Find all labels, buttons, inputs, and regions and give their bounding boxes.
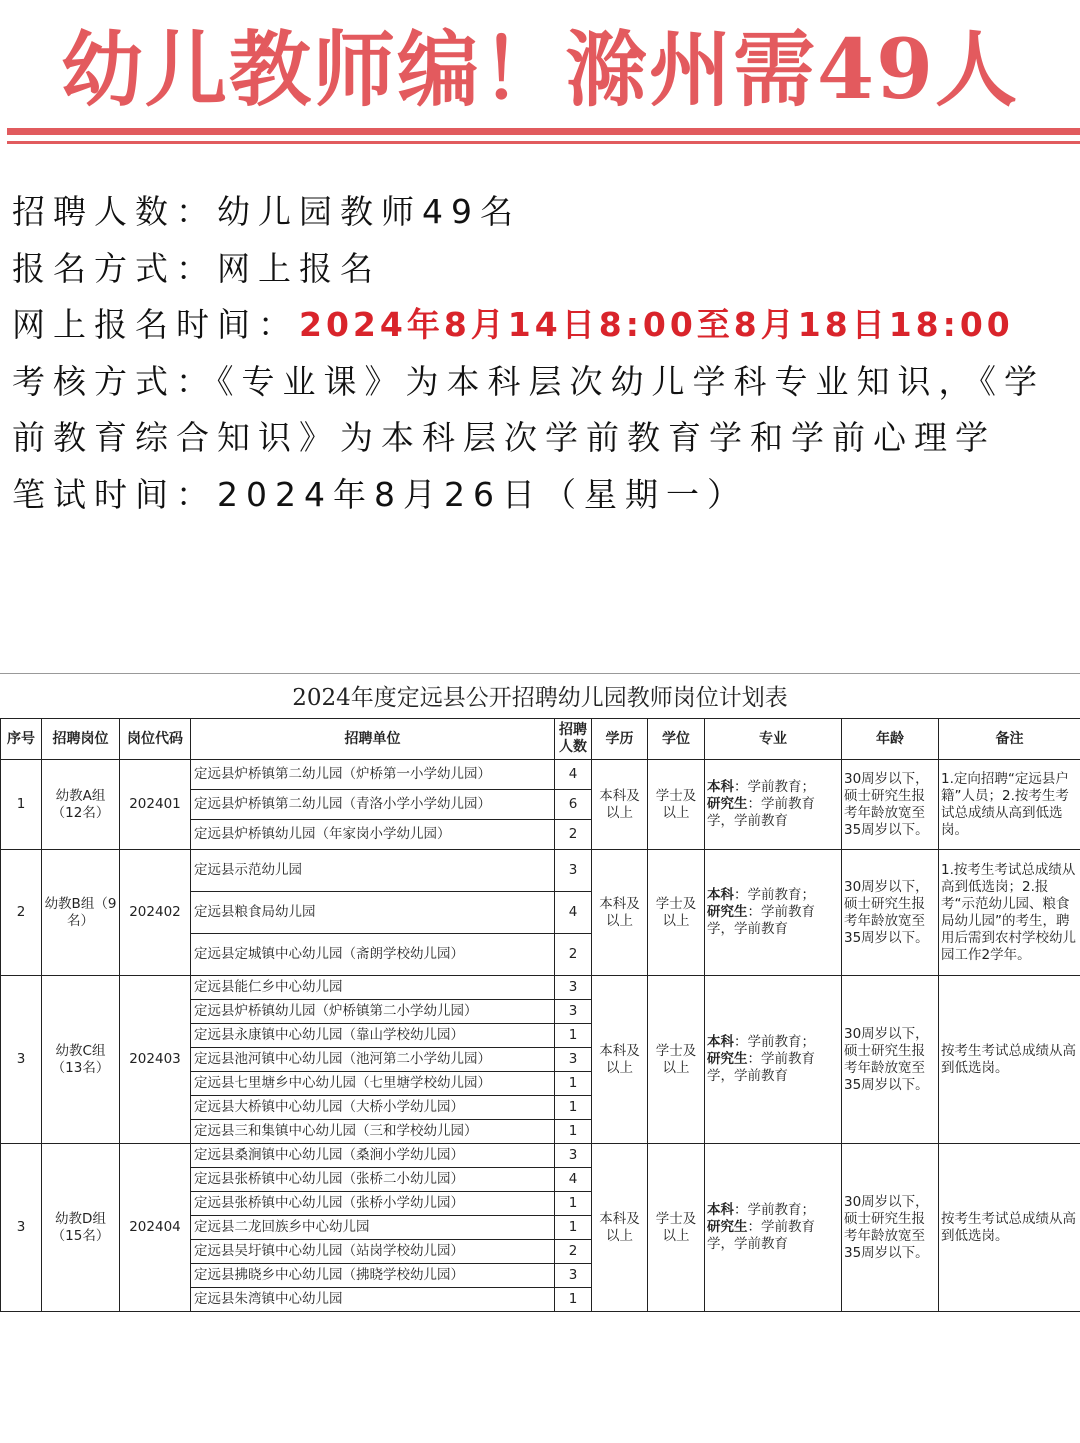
unit-num-cell: 3: [555, 850, 592, 892]
header-degree: 学位: [648, 719, 705, 760]
group-degree: 学士及以上: [648, 976, 705, 1144]
group-code: 202402: [120, 850, 191, 976]
unit-name-cell: 定远县二龙回族乡中心幼儿园: [191, 1216, 555, 1240]
group-post: 幼教C组（13名）: [42, 976, 120, 1144]
group-note: 按考生考试总成绩从高到低选岗。: [939, 1144, 1080, 1312]
unit-name-cell: 定远县桑涧镇中心幼儿园（桑涧小学幼儿园）: [191, 1144, 555, 1168]
unit-num-cell: 1: [555, 1024, 592, 1048]
signup-time-label: 网上报名时间：: [12, 305, 299, 344]
recruit-count-value: 幼儿园教师49名: [217, 192, 521, 231]
unit-name-cell: 定远县朱湾镇中心幼儿园: [191, 1288, 555, 1312]
group-age: 30周岁以下，硕士研究生报考年龄放宽至35周岁以下。: [842, 1144, 939, 1312]
group-major: [705, 850, 842, 976]
header-major: 专业: [705, 719, 842, 760]
unit-num-cell: 2: [555, 820, 592, 850]
signup-method-line: [12, 241, 1072, 298]
recruit-count-line: [12, 184, 1072, 241]
group-code: 202403: [120, 976, 191, 1144]
recruit-count-label: 招聘人数：: [12, 192, 217, 231]
unit-num-cell: 3: [555, 1264, 592, 1288]
group-note: 1.定向招聘“定远县户籍”人员；2.按考生考试总成绩从高到低选岗。: [939, 760, 1080, 850]
unit-name-cell: 定远县拂晓乡中心幼儿园（拂晓学校幼儿园）: [191, 1264, 555, 1288]
signup-time-line: [12, 297, 1072, 354]
group-edu: 本科及以上: [592, 850, 648, 976]
group-major: [705, 760, 842, 850]
group-edu: 本科及以上: [592, 976, 648, 1144]
group-post: 幼教B组（9名）: [42, 850, 120, 976]
recruitment-table-section: [0, 673, 1080, 1312]
major-graduate-value: ：学前教育学，学前教育: [707, 1051, 815, 1084]
major-undergrad-value: ：学前教育；: [734, 1034, 815, 1050]
unit-num-cell: 3: [555, 976, 592, 1000]
major-graduate-label: 研究生: [707, 904, 748, 920]
major-graduate-label: 研究生: [707, 1051, 748, 1067]
group-degree: 学士及以上: [648, 760, 705, 850]
group-seq: 1: [1, 760, 42, 850]
signup-method-label: 报名方式：: [12, 248, 217, 288]
group-major: [705, 1144, 842, 1312]
unit-num-cell: 4: [555, 760, 592, 790]
table-header-row: [1, 719, 1080, 760]
signup-method-value: 网上报名: [217, 248, 381, 288]
written-exam-line: [12, 467, 1072, 524]
header-unit: 招聘单位: [191, 719, 555, 760]
written-exam-label: 笔试时间：: [12, 474, 217, 514]
group-note: 按考生考试总成绩从高到低选岗。: [939, 976, 1080, 1144]
unit-name-cell: 定远县粮食局幼儿园: [191, 892, 555, 934]
group-age: 30周岁以下，硕士研究生报考年龄放宽至35周岁以下。: [842, 850, 939, 976]
signup-time-value: 2024年8月14日8:00至8月18日18:00: [299, 305, 1014, 344]
major-undergrad-label: 本科: [707, 1202, 734, 1218]
group-post: 幼教D组（15名）: [42, 1144, 120, 1312]
unit-num-cell: 4: [555, 892, 592, 934]
unit-name-cell: 定远县炉桥镇幼儿园（炉桥镇第二小学幼儿园）: [191, 1000, 555, 1024]
group-seq: 2: [1, 850, 42, 976]
group-degree: 学士及以上: [648, 850, 705, 976]
written-exam-value: 2024年8月26日（星期一）: [217, 474, 748, 514]
header-age: 年龄: [842, 719, 939, 760]
major-undergrad-value: ：学前教育；: [734, 1202, 815, 1218]
unit-num-cell: 2: [555, 934, 592, 976]
unit-name-cell: 定远县定城镇中心幼儿园（斋朗学校幼儿园）: [191, 934, 555, 976]
group-seq: 3: [1, 1144, 42, 1312]
table-title: 2024年度定远县公开招聘幼儿园教师岗位计划表: [292, 685, 788, 711]
group-major: [705, 976, 842, 1144]
major-undergrad-label: 本科: [707, 779, 734, 795]
unit-name-cell: 定远县炉桥镇第二幼儿园（青洛小学小学幼儿园）: [191, 790, 555, 820]
major-graduate-label: 研究生: [707, 1219, 748, 1235]
unit-name-cell: 定远县大桥镇中心幼儿园（大桥小学幼儿园）: [191, 1096, 555, 1120]
unit-num-cell: 4: [555, 1168, 592, 1192]
unit-name-cell: 定远县张桥镇中心幼儿园（张桥小学幼儿园）: [191, 1192, 555, 1216]
table-row: [1, 850, 1080, 892]
unit-num-cell: 1: [555, 1192, 592, 1216]
unit-name-cell: 定远县张桥镇中心幼儿园（张桥二小幼儿园）: [191, 1168, 555, 1192]
recruitment-table: [0, 718, 1080, 1312]
major-graduate-value: ：学前教育学，学前教育: [707, 796, 815, 829]
group-age: 30周岁以下，硕士研究生报考年龄放宽至35周岁以下。: [842, 976, 939, 1144]
group-edu: 本科及以上: [592, 760, 648, 850]
unit-num-cell: 3: [555, 1144, 592, 1168]
group-post: 幼教A组（12名）: [42, 760, 120, 850]
table-row: [1, 760, 1080, 790]
group-code: 202401: [120, 760, 191, 850]
table-row: [1, 1144, 1080, 1168]
group-edu: 本科及以上: [592, 1144, 648, 1312]
unit-num-cell: 1: [555, 1096, 592, 1120]
unit-name-cell: 定远县示范幼儿园: [191, 850, 555, 892]
exam-method-value: 《专业课》为本科层次幼儿学科专业知识，《学前教育综合知识》为本科层次学前教育学和学前心理学: [12, 361, 1045, 457]
major-undergrad-value: ：学前教育；: [734, 779, 815, 795]
unit-name-cell: 定远县七里塘乡中心幼儿园（七里塘学校幼儿园）: [191, 1072, 555, 1096]
headline-rule-thin: [7, 141, 1080, 144]
major-undergrad-label: 本科: [707, 887, 734, 903]
headline: 幼儿教师编！滁州需49人: [60, 22, 1020, 118]
unit-num-cell: 1: [555, 1072, 592, 1096]
header-code: 岗位代码: [120, 719, 191, 760]
header-post: 招聘岗位: [42, 719, 120, 760]
unit-name-cell: 定远县吴圩镇中心幼儿园（站岗学校幼儿园）: [191, 1240, 555, 1264]
major-graduate-value: ：学前教育学，学前教育: [707, 904, 815, 937]
exam-method-label: 考核方式：: [12, 361, 217, 401]
unit-num-cell: 1: [555, 1288, 592, 1312]
unit-name-cell: 定远县池河镇中心幼儿园（池河第二小学幼儿园）: [191, 1048, 555, 1072]
major-undergrad-value: ：学前教育；: [734, 887, 815, 903]
major-graduate-label: 研究生: [707, 796, 748, 812]
unit-name-cell: 定远县炉桥镇幼儿园（年家岗小学幼儿园）: [191, 820, 555, 850]
unit-num-cell: 1: [555, 1120, 592, 1144]
group-degree: 学士及以上: [648, 1144, 705, 1312]
major-undergrad-label: 本科: [707, 1034, 734, 1050]
unit-num-cell: 1: [555, 1216, 592, 1240]
unit-name-cell: 定远县炉桥镇第二幼儿园（炉桥第一小学幼儿园）: [191, 760, 555, 790]
unit-num-cell: 3: [555, 1048, 592, 1072]
info-block: [12, 184, 1072, 523]
exam-method-line: [12, 354, 1072, 467]
major-graduate-value: ：学前教育学，学前教育: [707, 1219, 815, 1252]
unit-num-cell: 3: [555, 1000, 592, 1024]
group-age: 30周岁以下，硕士研究生报考年龄放宽至35周岁以下。: [842, 760, 939, 850]
table-row: [1, 976, 1080, 1000]
unit-name-cell: 定远县三和集镇中心幼儿园（三和学校幼儿园）: [191, 1120, 555, 1144]
unit-name-cell: 定远县永康镇中心幼儿园（靠山学校幼儿园）: [191, 1024, 555, 1048]
group-note: 1.按考生考试总成绩从高到低选岗；2.报考“示范幼儿园、粮食局幼儿园”的考生，聘用后需到农村学校幼儿园工作2学年。: [939, 850, 1080, 976]
group-seq: 3: [1, 976, 42, 1144]
header-note: 备注: [939, 719, 1080, 760]
table-body: [1, 760, 1080, 1312]
unit-name-cell: 定远县能仁乡中心幼儿园: [191, 976, 555, 1000]
header-seq: 序号: [1, 719, 42, 760]
headline-rule-thick: [7, 128, 1080, 135]
group-code: 202404: [120, 1144, 191, 1312]
unit-num-cell: 6: [555, 790, 592, 820]
header-edu: 学历: [592, 719, 648, 760]
header-num: 招聘人数: [555, 719, 592, 760]
unit-num-cell: 2: [555, 1240, 592, 1264]
